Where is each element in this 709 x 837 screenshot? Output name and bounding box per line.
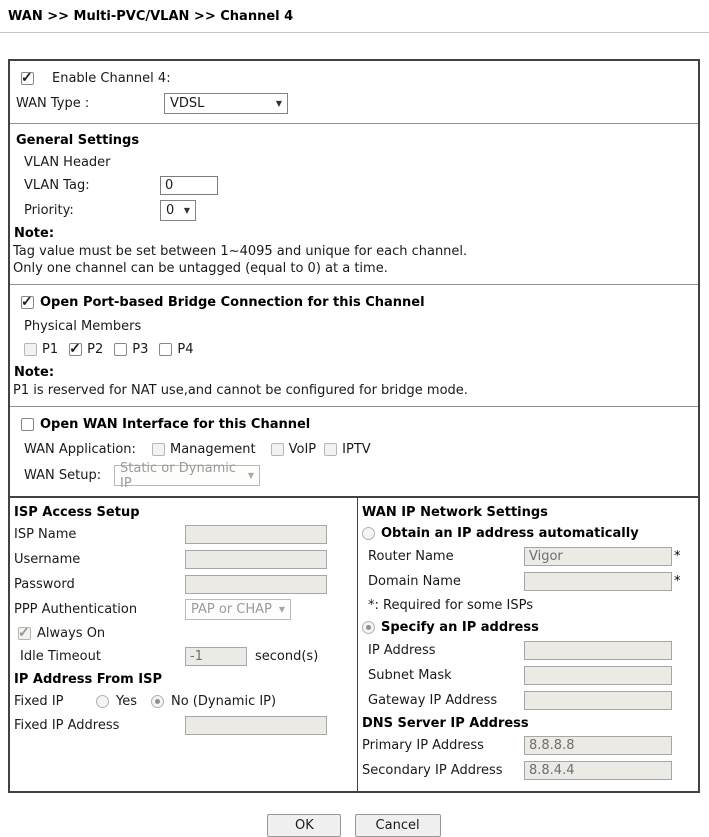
physical-members-label: Physical Members: [24, 318, 142, 334]
gateway-ip-label: Gateway IP Address: [368, 693, 498, 708]
wan-interface-checkbox[interactable]: [21, 418, 34, 431]
app-iptv-checkbox: [324, 443, 337, 456]
fixed-ip-no: [151, 694, 276, 709]
wan-type-label: WAN Type :: [16, 96, 90, 111]
enable-channel-checkbox[interactable]: [21, 72, 34, 85]
wan-application-row: [24, 437, 690, 462]
priority-label: Priority:: [24, 203, 74, 218]
section-enable: [10, 61, 698, 123]
port-p1-checkbox: [24, 343, 37, 356]
port-p4[interactable]: [159, 342, 193, 357]
app-management-label: Management: [170, 442, 256, 457]
required-note: *: Required for some ISPs: [368, 597, 534, 613]
idle-timeout-input: [185, 647, 247, 666]
fixed-ip-label: Fixed IP: [14, 693, 64, 709]
fixed-ip-row: [14, 689, 351, 713]
wan-setup-row: [12, 462, 690, 489]
wan-setup-value: Static or Dynamic IP: [120, 460, 237, 491]
bridge-enable-checkbox[interactable]: [21, 296, 34, 309]
obtain-ip-label: Obtain an IP address automatically: [381, 525, 639, 541]
always-on-row: [14, 622, 351, 644]
wan-type-select[interactable]: [164, 93, 288, 114]
fixed-ip-no-radio: [151, 695, 164, 708]
ppp-authentication-select: [185, 599, 291, 620]
gateway-ip-input: [524, 691, 672, 710]
general-settings-heading: General Settings: [16, 132, 140, 148]
ip-address-input: [524, 641, 672, 660]
section-wan-interface: [10, 406, 698, 496]
ppp-authentication-label: PPP Authentication: [14, 602, 138, 617]
wan-ip-heading: WAN IP Network Settings: [362, 504, 548, 520]
isp-name-input: [185, 525, 327, 544]
wan-type-row: [12, 91, 690, 116]
fixed-ip-no-label: No (Dynamic IP): [171, 693, 277, 709]
port-p3-checkbox[interactable]: [114, 343, 127, 356]
app-iptv-label: IPTV: [342, 442, 371, 457]
bridge-heading: Open Port-based Bridge Connection for this Channel: [40, 295, 425, 310]
specify-ip-radio: [362, 621, 375, 634]
priority-value: 0: [166, 203, 175, 218]
cancel-button[interactable]: Cancel: [355, 814, 441, 837]
vlan-header-label: VLAN Header: [24, 154, 111, 170]
enable-channel-label: Enable Channel 4:: [52, 71, 171, 86]
domain-name-required-mark: *: [674, 574, 681, 589]
always-on-checkbox: [18, 627, 31, 640]
app-iptv: [324, 442, 371, 457]
isp-name-label: ISP Name: [14, 527, 77, 542]
vlan-tag-input[interactable]: [160, 176, 218, 195]
idle-timeout-row: [14, 644, 351, 669]
dns-secondary-row: [362, 758, 690, 783]
chevron-down-icon: ▼: [183, 206, 190, 215]
subnet-mask-label: Subnet Mask: [368, 668, 452, 683]
fixed-ip-address-row: [14, 713, 351, 738]
bridge-note-label: Note:: [14, 364, 55, 380]
isp-name-row: [14, 522, 351, 547]
router-name-label: Router Name: [368, 549, 454, 564]
isp-access-heading: ISP Access Setup: [14, 504, 140, 520]
router-name-row: [362, 544, 690, 569]
domain-name-label: Domain Name: [368, 574, 461, 589]
router-name-required-mark: *: [674, 549, 681, 564]
password-row: [14, 572, 351, 597]
chevron-down-icon: ▼: [275, 99, 282, 108]
fixed-ip-address-label: Fixed IP Address: [14, 718, 120, 733]
fixed-ip-yes-radio: [96, 695, 109, 708]
section-bridge: [10, 284, 698, 406]
dns-heading: DNS Server IP Address: [362, 715, 529, 731]
section-isp-and-wan-ip: [10, 496, 698, 791]
wan-type-value: VDSL: [170, 96, 205, 111]
physical-members-row: [24, 337, 690, 362]
channel-settings-panel: [8, 59, 700, 793]
wan-interface-heading: Open WAN Interface for this Channel: [40, 417, 311, 432]
chevron-down-icon: ▼: [247, 471, 254, 480]
password-input: [185, 575, 327, 594]
dns-primary-input: [524, 736, 672, 755]
app-voip-checkbox: [271, 443, 284, 456]
enable-channel-row: [12, 66, 690, 91]
port-p2-checkbox[interactable]: [69, 343, 82, 356]
domain-name-input: [524, 572, 672, 591]
priority-row: [12, 198, 690, 223]
router-name-input: [524, 547, 672, 566]
wan-setup-label: WAN Setup:: [24, 468, 102, 483]
vlan-tag-row: [12, 173, 690, 198]
chevron-down-icon: ▼: [278, 605, 285, 614]
username-row: [14, 547, 351, 572]
dns-primary-row: [362, 733, 690, 758]
isp-access-column: [10, 498, 357, 791]
subnet-mask-row: [362, 663, 690, 688]
general-note-line-1: Tag value must be set between 1~4095 and unique for each channel.: [13, 244, 468, 259]
obtain-ip-row: [362, 522, 690, 544]
ip-address-row: [362, 638, 690, 663]
always-on-label: Always On: [37, 625, 106, 641]
idle-timeout-unit: second(s): [255, 649, 319, 664]
specify-ip-label: Specify an IP address: [381, 619, 539, 635]
username-input: [185, 550, 327, 569]
fixed-ip-address-input: [185, 716, 327, 735]
dns-secondary-label: Secondary IP Address: [362, 763, 503, 778]
button-bar: [8, 814, 700, 837]
port-p3-label: P3: [132, 342, 149, 357]
port-p1-label: P1: [42, 342, 59, 357]
dns-secondary-input: [524, 761, 672, 780]
obtain-ip-radio: [362, 527, 375, 540]
ip-from-isp-heading: IP Address From ISP: [14, 671, 162, 687]
header-divider: [0, 32, 709, 33]
fixed-ip-yes: [96, 694, 137, 709]
wan-application-label: WAN Application:: [24, 442, 136, 457]
idle-timeout-label: Idle Timeout: [20, 649, 101, 664]
bridge-note-line: P1 is reserved for NAT use,and cannot be configured for bridge mode.: [13, 383, 468, 398]
section-general-settings: [10, 123, 698, 284]
wan-ip-column: [357, 498, 698, 791]
general-note-label: Note:: [14, 225, 55, 241]
subnet-mask-input: [524, 666, 672, 685]
port-p4-checkbox[interactable]: [159, 343, 172, 356]
bridge-enable-row: [12, 290, 690, 315]
port-p4-label: P4: [177, 342, 194, 357]
port-p3[interactable]: [114, 342, 148, 357]
password-label: Password: [14, 577, 75, 592]
wan-interface-enable-row: [12, 412, 690, 437]
dns-primary-label: Primary IP Address: [362, 738, 484, 753]
fixed-ip-yes-label: Yes: [116, 693, 137, 709]
priority-select[interactable]: [160, 200, 196, 221]
app-voip-label: VoIP: [288, 442, 317, 457]
domain-name-row: [362, 569, 690, 594]
username-label: Username: [14, 552, 81, 567]
port-p2-label: P2: [87, 342, 104, 357]
wan-setup-select: [114, 460, 260, 491]
general-note-line-2: Only one channel can be untagged (equal to 0) at a time.: [13, 261, 388, 276]
port-p2[interactable]: [69, 342, 103, 357]
ok-button[interactable]: OK: [267, 814, 341, 837]
ppp-authentication-row: [14, 597, 351, 622]
specify-ip-row: [362, 616, 690, 638]
app-management-checkbox: [152, 443, 165, 456]
app-management: [152, 442, 256, 457]
breadcrumb: WAN >> Multi-PVC/VLAN >> Channel 4: [8, 9, 294, 24]
ip-address-label: IP Address: [368, 643, 436, 658]
gateway-ip-row: [362, 688, 690, 713]
vlan-tag-label: VLAN Tag:: [24, 178, 90, 193]
port-p1: [24, 342, 58, 357]
app-voip: [271, 442, 317, 457]
ppp-authentication-value: PAP or CHAP: [191, 602, 272, 617]
